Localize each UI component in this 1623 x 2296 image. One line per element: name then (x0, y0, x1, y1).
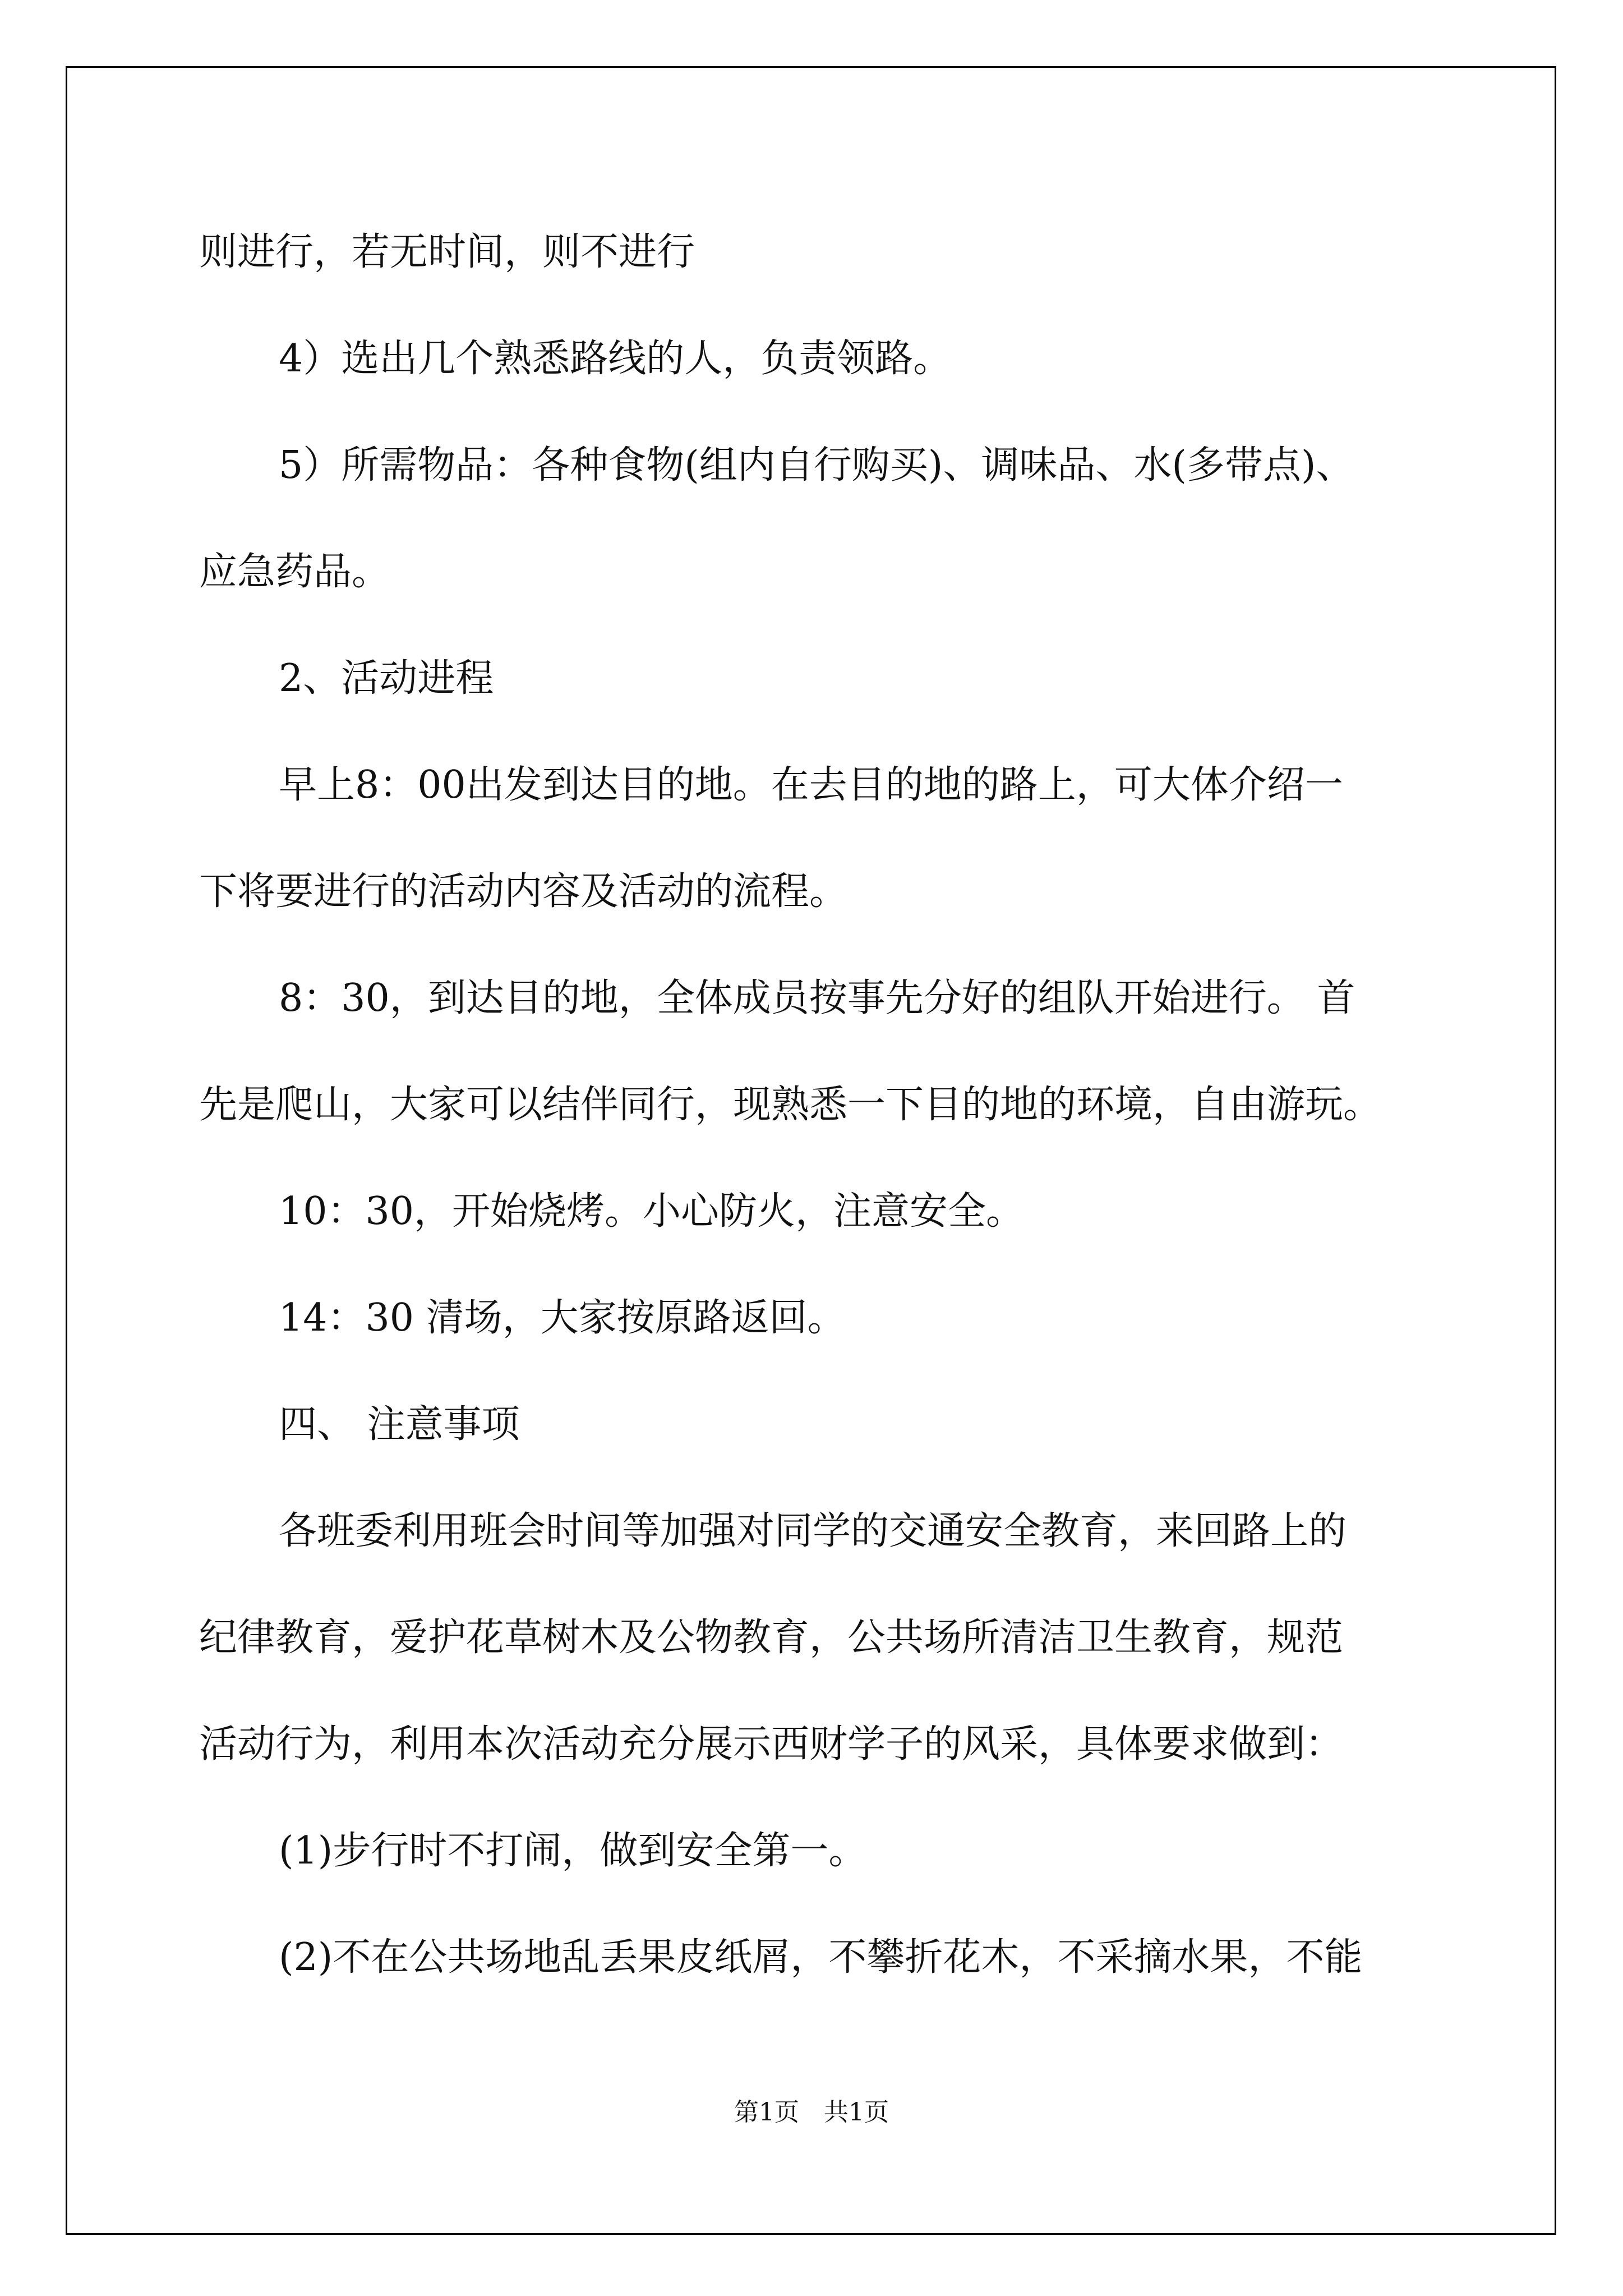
text-line-15: 活动行为，利用本次活动充分展示西财学子的风采，具体要求做到： (199, 1722, 1344, 1766)
text-line-3: 5）所需物品：各种食物(组内自行购买)、调味品、水(多带点)、 (279, 443, 1354, 487)
text-line-4: 应急药品。 (199, 550, 390, 594)
text-line-6: 早上8：00出发到达目的地。在去目的地的路上，可大体介绍一 (279, 763, 1343, 807)
text-line-2: 4）选出几个熟悉路线的人，负责领路。 (279, 337, 952, 381)
page-number-footer: 第1页 共1页 (734, 2098, 889, 2127)
text-line-14: 纪律教育，爱护花草树木及公物教育，公共场所清洁卫生教育，规范 (199, 1616, 1344, 1660)
text-line-16: (1)步行时不打闹，做到安全第一。 (279, 1829, 867, 1873)
page-border (66, 66, 1556, 2235)
text-line-1: 则进行，若无时间，则不进行 (199, 230, 695, 274)
text-line-8: 8：30，到达目的地，全体成员按事先分好的组队开始进行。 首 (279, 976, 1355, 1020)
text-line-17: (2)不在公共场地乱丢果皮纸屑，不攀折花木，不采摘水果，不能 (279, 1935, 1363, 1980)
text-line-13: 各班委利用班会时间等加强对同学的交通安全教育，来回路上的 (279, 1509, 1347, 1553)
section-heading-notes: 四、 注意事项 (279, 1402, 520, 1447)
text-line-11: 14：30 清场，大家按原路返回。 (279, 1296, 846, 1340)
text-line-7: 下将要进行的活动内容及活动的流程。 (199, 869, 848, 914)
text-line-9: 先是爬山，大家可以结伴同行，现熟悉一下目的地的环境，自由游玩。 (199, 1083, 1382, 1127)
text-line-10: 10：30，开始烧烤。小心防火，注意安全。 (279, 1189, 1025, 1234)
section-heading-activity-process: 2、活动进程 (279, 656, 494, 701)
